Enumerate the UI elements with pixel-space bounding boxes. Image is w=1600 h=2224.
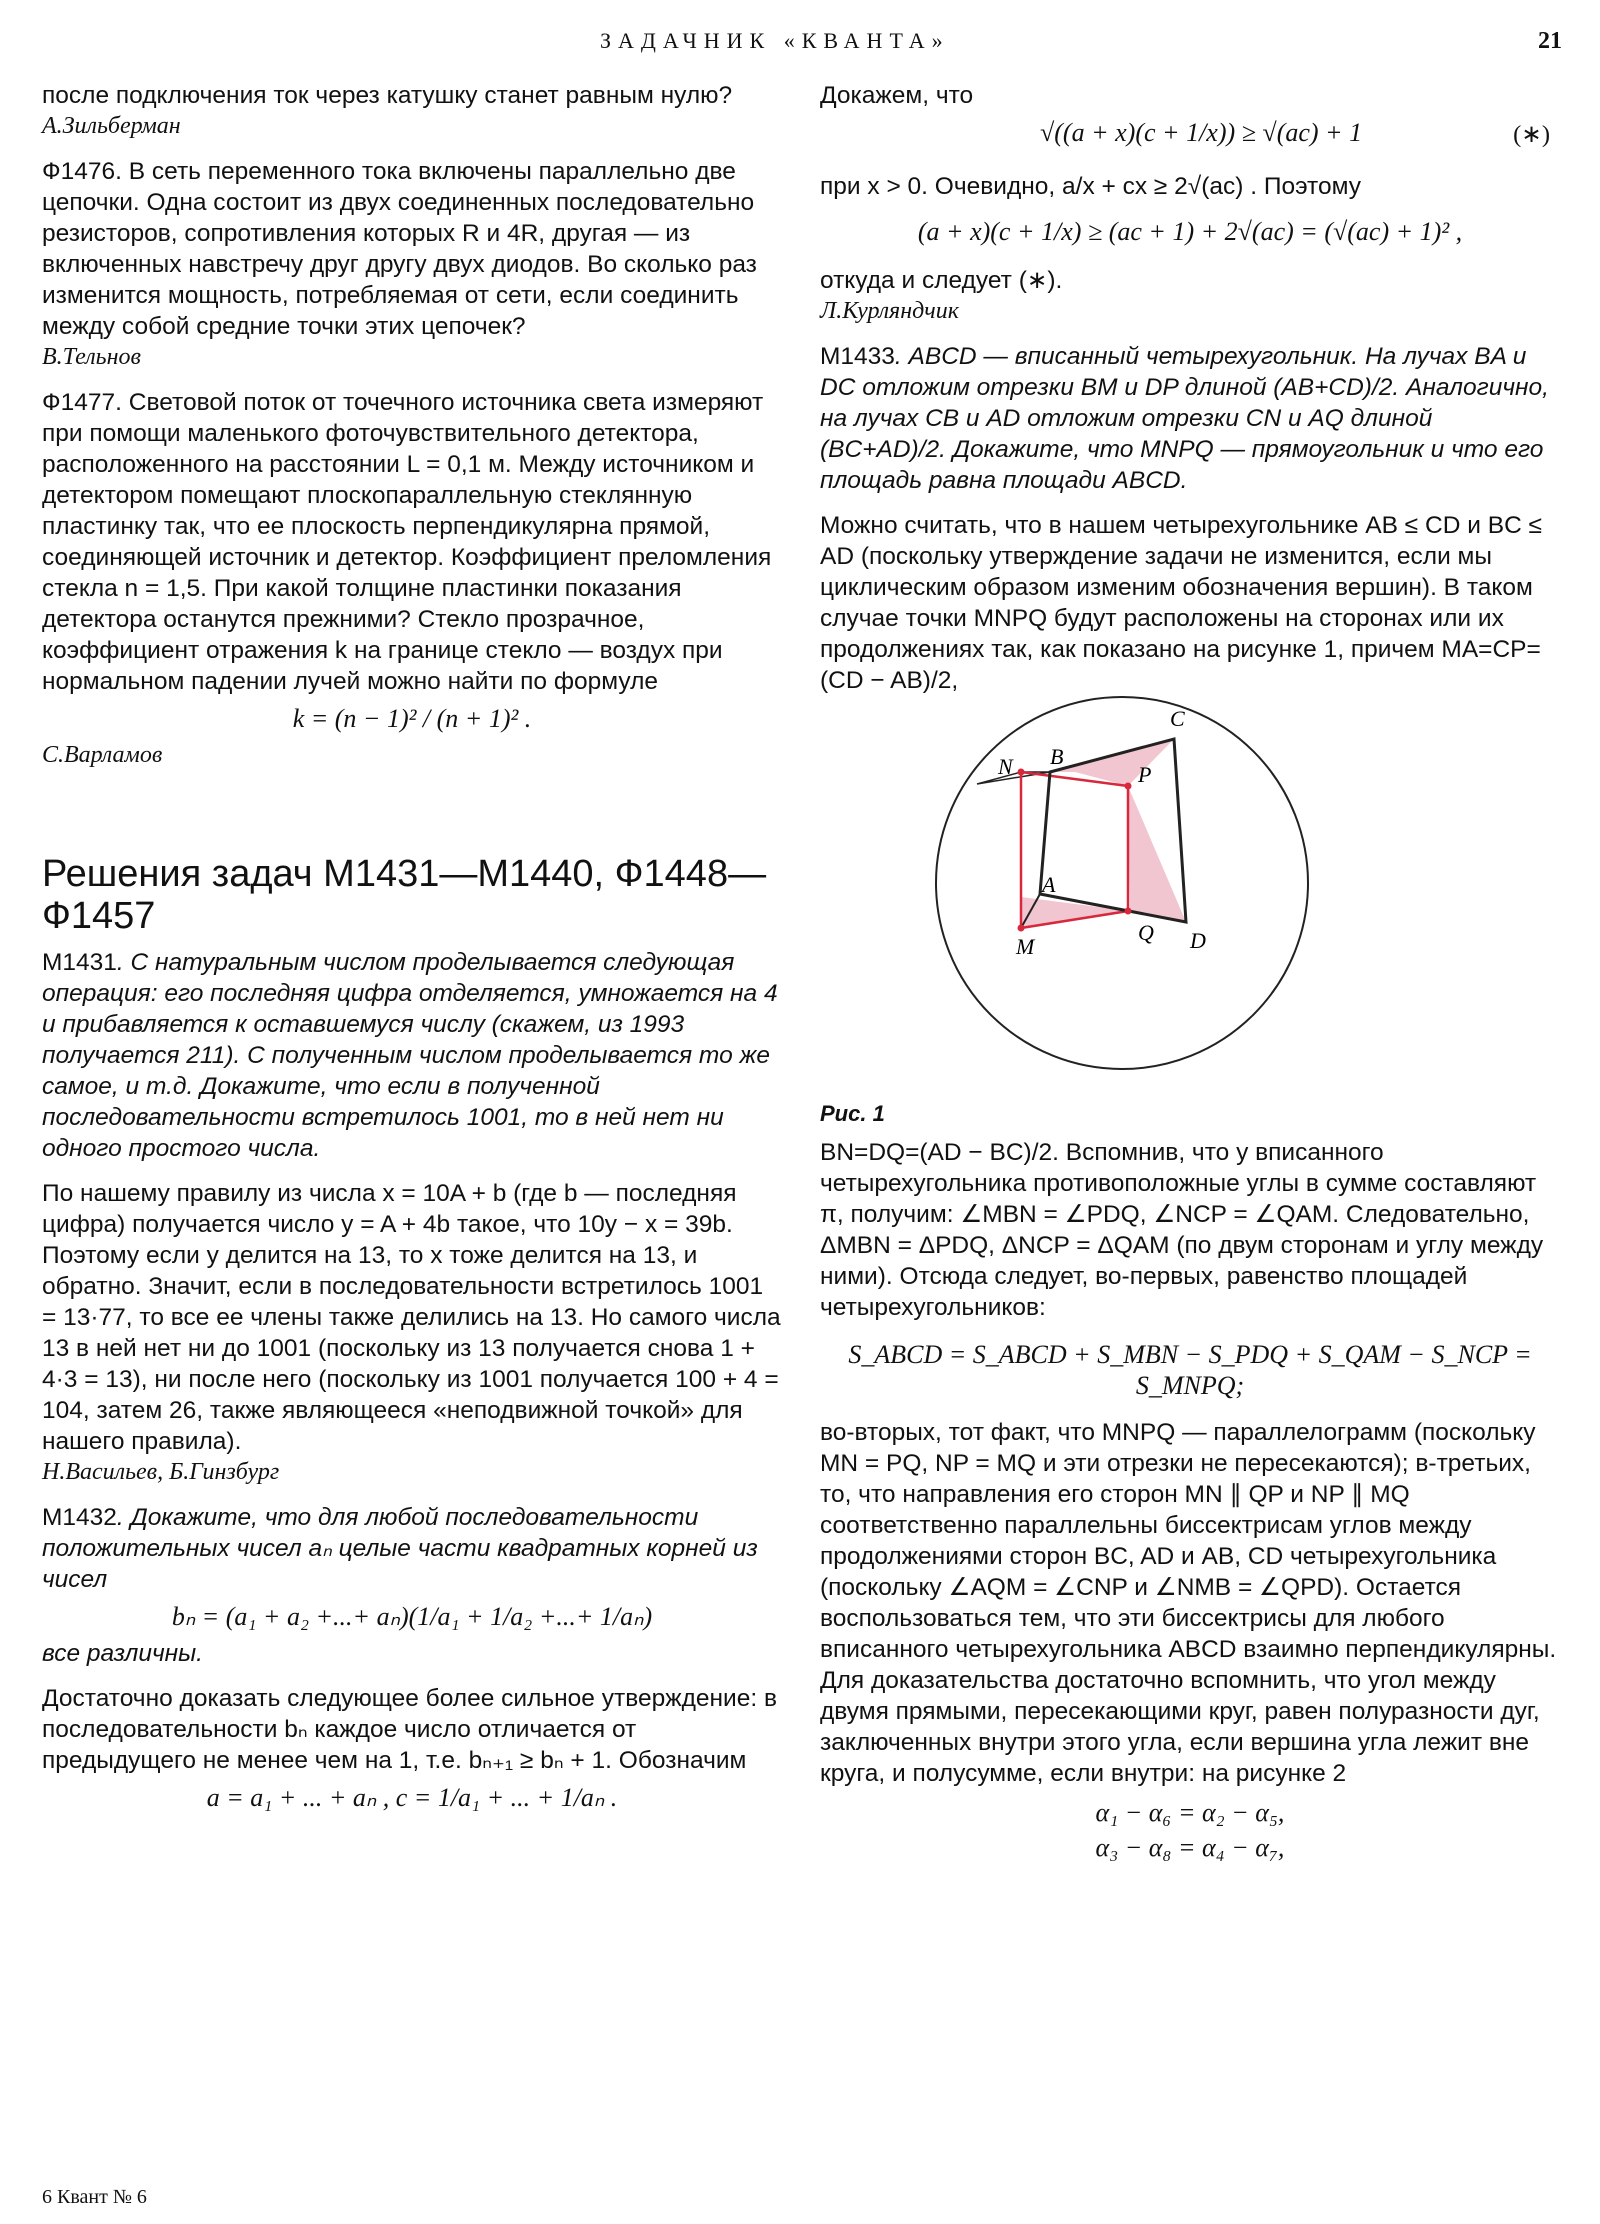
- figure-caption: Рис. 1: [820, 1101, 885, 1126]
- formula: bₙ = (a₁ + a₂ +...+ aₙ)(1/a₁ + 1/a₂ +...+ 1/aₙ): [171, 1602, 653, 1631]
- label-c: C: [1170, 706, 1185, 731]
- problem-m1433: [820, 341, 1560, 496]
- problem-id: М1433: [820, 343, 895, 370]
- section-heading: Решения задач М1431—М1440, Ф1448—Ф1457: [42, 853, 767, 937]
- label-a: A: [1042, 872, 1056, 897]
- problem-f1477: [42, 387, 782, 697]
- problem-m1432: [42, 1502, 782, 1595]
- problem-id: Ф1476: [42, 158, 116, 185]
- journal-section-title: ЗАДАЧНИК «КВАНТА»: [600, 28, 950, 53]
- solution-text: BN=DQ=(AD − BC)/2. Вспомнив, что у вписанного четырехугольника противоположные углы в сумме составляют π, получим: ∠MBN = ∠PDQ, ∠NCP = ∠QAM. Следовательно, ΔMBN = ΔPDQ, ΔNCP = ΔQAM (по двум сторонам и углу между ними). Отсюда следует, во-первых, равенство площадей четырехугольников:: [820, 1139, 1544, 1321]
- formula: k = (n − 1)² / (n + 1)² .: [292, 704, 532, 733]
- label-n: N: [998, 754, 1013, 779]
- author-signature: С.Варламов: [42, 742, 163, 768]
- author-signature: Л.Курляндчик: [820, 298, 959, 324]
- label-q: Q: [1138, 920, 1154, 945]
- label-p: P: [1138, 762, 1152, 787]
- problem-text: . В сеть переменного тока включены параллельно две цепочки. Одна состоит из двух соединенных последовательно резисторов, сопротивления которых R и 4R, другая — из включенных навстречу друг другу двух диодов. Во сколько раз изменится мощность, потребляемая от сети, если соединить между собой средние точки этих цепочек?: [42, 158, 757, 340]
- formula-row: [820, 111, 1560, 171]
- author-signature: Н.Васильев, Б.Гинзбург: [42, 1459, 280, 1485]
- problem-f1476: [42, 156, 782, 342]
- solution-text: при x > 0. Очевидно, a/x + cx ≥ 2√(ac) . Поэтому: [820, 173, 1361, 200]
- label-b: B: [1050, 744, 1064, 769]
- solution-text: Достаточно доказать следующее более сильное утверждение: в последовательности bₙ каждое число отличается от предыдущего не менее чем на 1, т.е. bₙ₊₁ ≥ bₙ + 1. Обозначим: [42, 1685, 777, 1774]
- solution-text: во-вторых, тот факт, что MNPQ — параллелограмм (поскольку MN = PQ, NP = MQ и эти отрезки не пересекаются); в-третьих, то, что направления его сторон MN ∥ QP и NP ∥ MQ соответственно параллельны биссектрисам углов между продолжениями сторон BC, AD и AB, CD четырехугольника (поскольку ∠AQM = ∠CNP и ∠NMB = ∠QPD). Остается воспользоваться тем, что эти биссектрисы для любого вписанного четырехугольника ABCD взаимно перпендикулярны. Для доказательства достаточно вспомнить, что угол между двумя прямыми, пересекающими круг, равен полуразности дуг, заключенных внутри этого угла, если вершина угла лежит вне круга, и полусумме, если внутри: на рисунке 2: [820, 1419, 1557, 1787]
- problem-text: . Световой поток от точечного источника света измеряют при помощи маленького фоточувствительного детектора, расположенного на расстоянии L = 0,1 м. Между источником и детектором помещают плоскопараллельную стеклянную пластинку так, что ее плоскость перпендикулярна прямой, соединяющей источник и детектор. Коэффициент преломления стекла n = 1,5. При какой толщине пластинки показания детектора останутся прежними? Стекло прозрачное, коэффициент отражения k на границе стекло — воздух при нормальном падении лучей можно найти по формуле: [42, 389, 772, 695]
- continued-text: после подключения ток через катушку станет равным нулю?: [42, 82, 733, 109]
- solution-text: [820, 80, 1560, 111]
- vertex-n: [1018, 769, 1025, 776]
- author-signature: А.Зильберман: [42, 113, 181, 139]
- formula: √((a + x)(c + 1/x)) ≥ √(ac) + 1: [1040, 118, 1363, 147]
- right-column: [820, 80, 1560, 1867]
- author-signature: В.Тельнов: [42, 344, 141, 370]
- problem-id: Ф1477: [42, 389, 116, 416]
- problem-id: М1431: [42, 949, 117, 976]
- label-m: M: [1016, 934, 1035, 959]
- problem-text-end: все различны.: [42, 1640, 203, 1667]
- solution-text: откуда и следует (∗).: [820, 267, 1063, 294]
- problem-text: . Докажите, что для любой последовательности положительных чисел aₙ целые части квадратных корней из чисел: [42, 1504, 758, 1593]
- problem-id: М1432: [42, 1504, 117, 1531]
- figure-1: [820, 696, 1560, 1086]
- vertex-m: [1018, 925, 1025, 932]
- solution-text: Можно считать, что в нашем четырехугольнике AB ≤ CD и BC ≤ AD (поскольку утверждение задачи не изменится, если мы циклическим образом изменим обозначения вершин). В таком случае точки MNPQ будут расположены на сторонах или их продолжениях так, как показано на рисунке 1, причем MA=CP=(CD − AB)/2,: [820, 512, 1543, 694]
- problem-text: . ABCD — вписанный четырехугольник. На лучах BA и DC отложим отрезки BM и DP длиной (AB+CD)/2. Аналогично, на лучах CB и AD отложим отрезки CN и AQ длиной (BC+AD)/2. Докажите, что MNPQ — прямоугольник и что его площадь равна площади ABCD.: [820, 343, 1549, 494]
- formula: (a + x)(c + 1/x) ≥ (ac + 1) + 2√(ac) = (√(ac) + 1)² ,: [917, 217, 1463, 246]
- vertex-p: [1125, 783, 1132, 790]
- problem-text: . С натуральным числом проделывается следующая операция: его последняя цифра отделяется, умножается на 4 и прибавляется к оставшемуся числу (скажем, из 1993 получается 211). С полученным числом проделывается то же самое, и т.д. Докажите, что если в полученной последовательности встретилось 1001, то в ней нет ни одного простого числа.: [42, 949, 778, 1162]
- page-footer: 6 Квант № 6: [42, 2186, 147, 2208]
- page-header: [0, 28, 1600, 68]
- formula: S_ABCD = S_ABCD + S_MBN − S_PDQ + S_QAM − S_NCP = S_MNPQ;: [848, 1340, 1532, 1400]
- formula-mark: (∗): [1513, 121, 1550, 148]
- label-d: D: [1190, 928, 1206, 953]
- formula: a = a₁ + ... + aₙ , c = 1/a₁ + ... + 1/aₙ .: [206, 1783, 618, 1812]
- text: Докажем, что: [820, 82, 974, 109]
- vertex-q: [1125, 908, 1132, 915]
- equation: α₃ − α₈ = α₄ − α₇,: [1095, 1833, 1285, 1862]
- page-number: 21: [1538, 28, 1562, 54]
- equation: α₁ − α₆ = α₂ − α₅,: [1095, 1798, 1285, 1827]
- problem-m1431: [42, 947, 782, 1164]
- left-column: [42, 80, 782, 1819]
- solution-text: По нашему правилу из числа x = 10A + b (где b — последняя цифра) получается число y = A + 4b такое, что 10y − x = 39b. Поэтому если y делится на 13, то x тоже делится на 13, и обратно. Значит, если в последовательности встретилось 1001 = 13·77, то все ее члены также делились на 13. Но самого числа 13 в ней нет ни до 1001 (поскольку из 13 получается снова 1 + 4·3 = 13), ни после него (поскольку из 1001 получается 100 + 4 = 104, затем 26, также являющееся «неподвижной точкой» для нашего правила).: [42, 1180, 781, 1455]
